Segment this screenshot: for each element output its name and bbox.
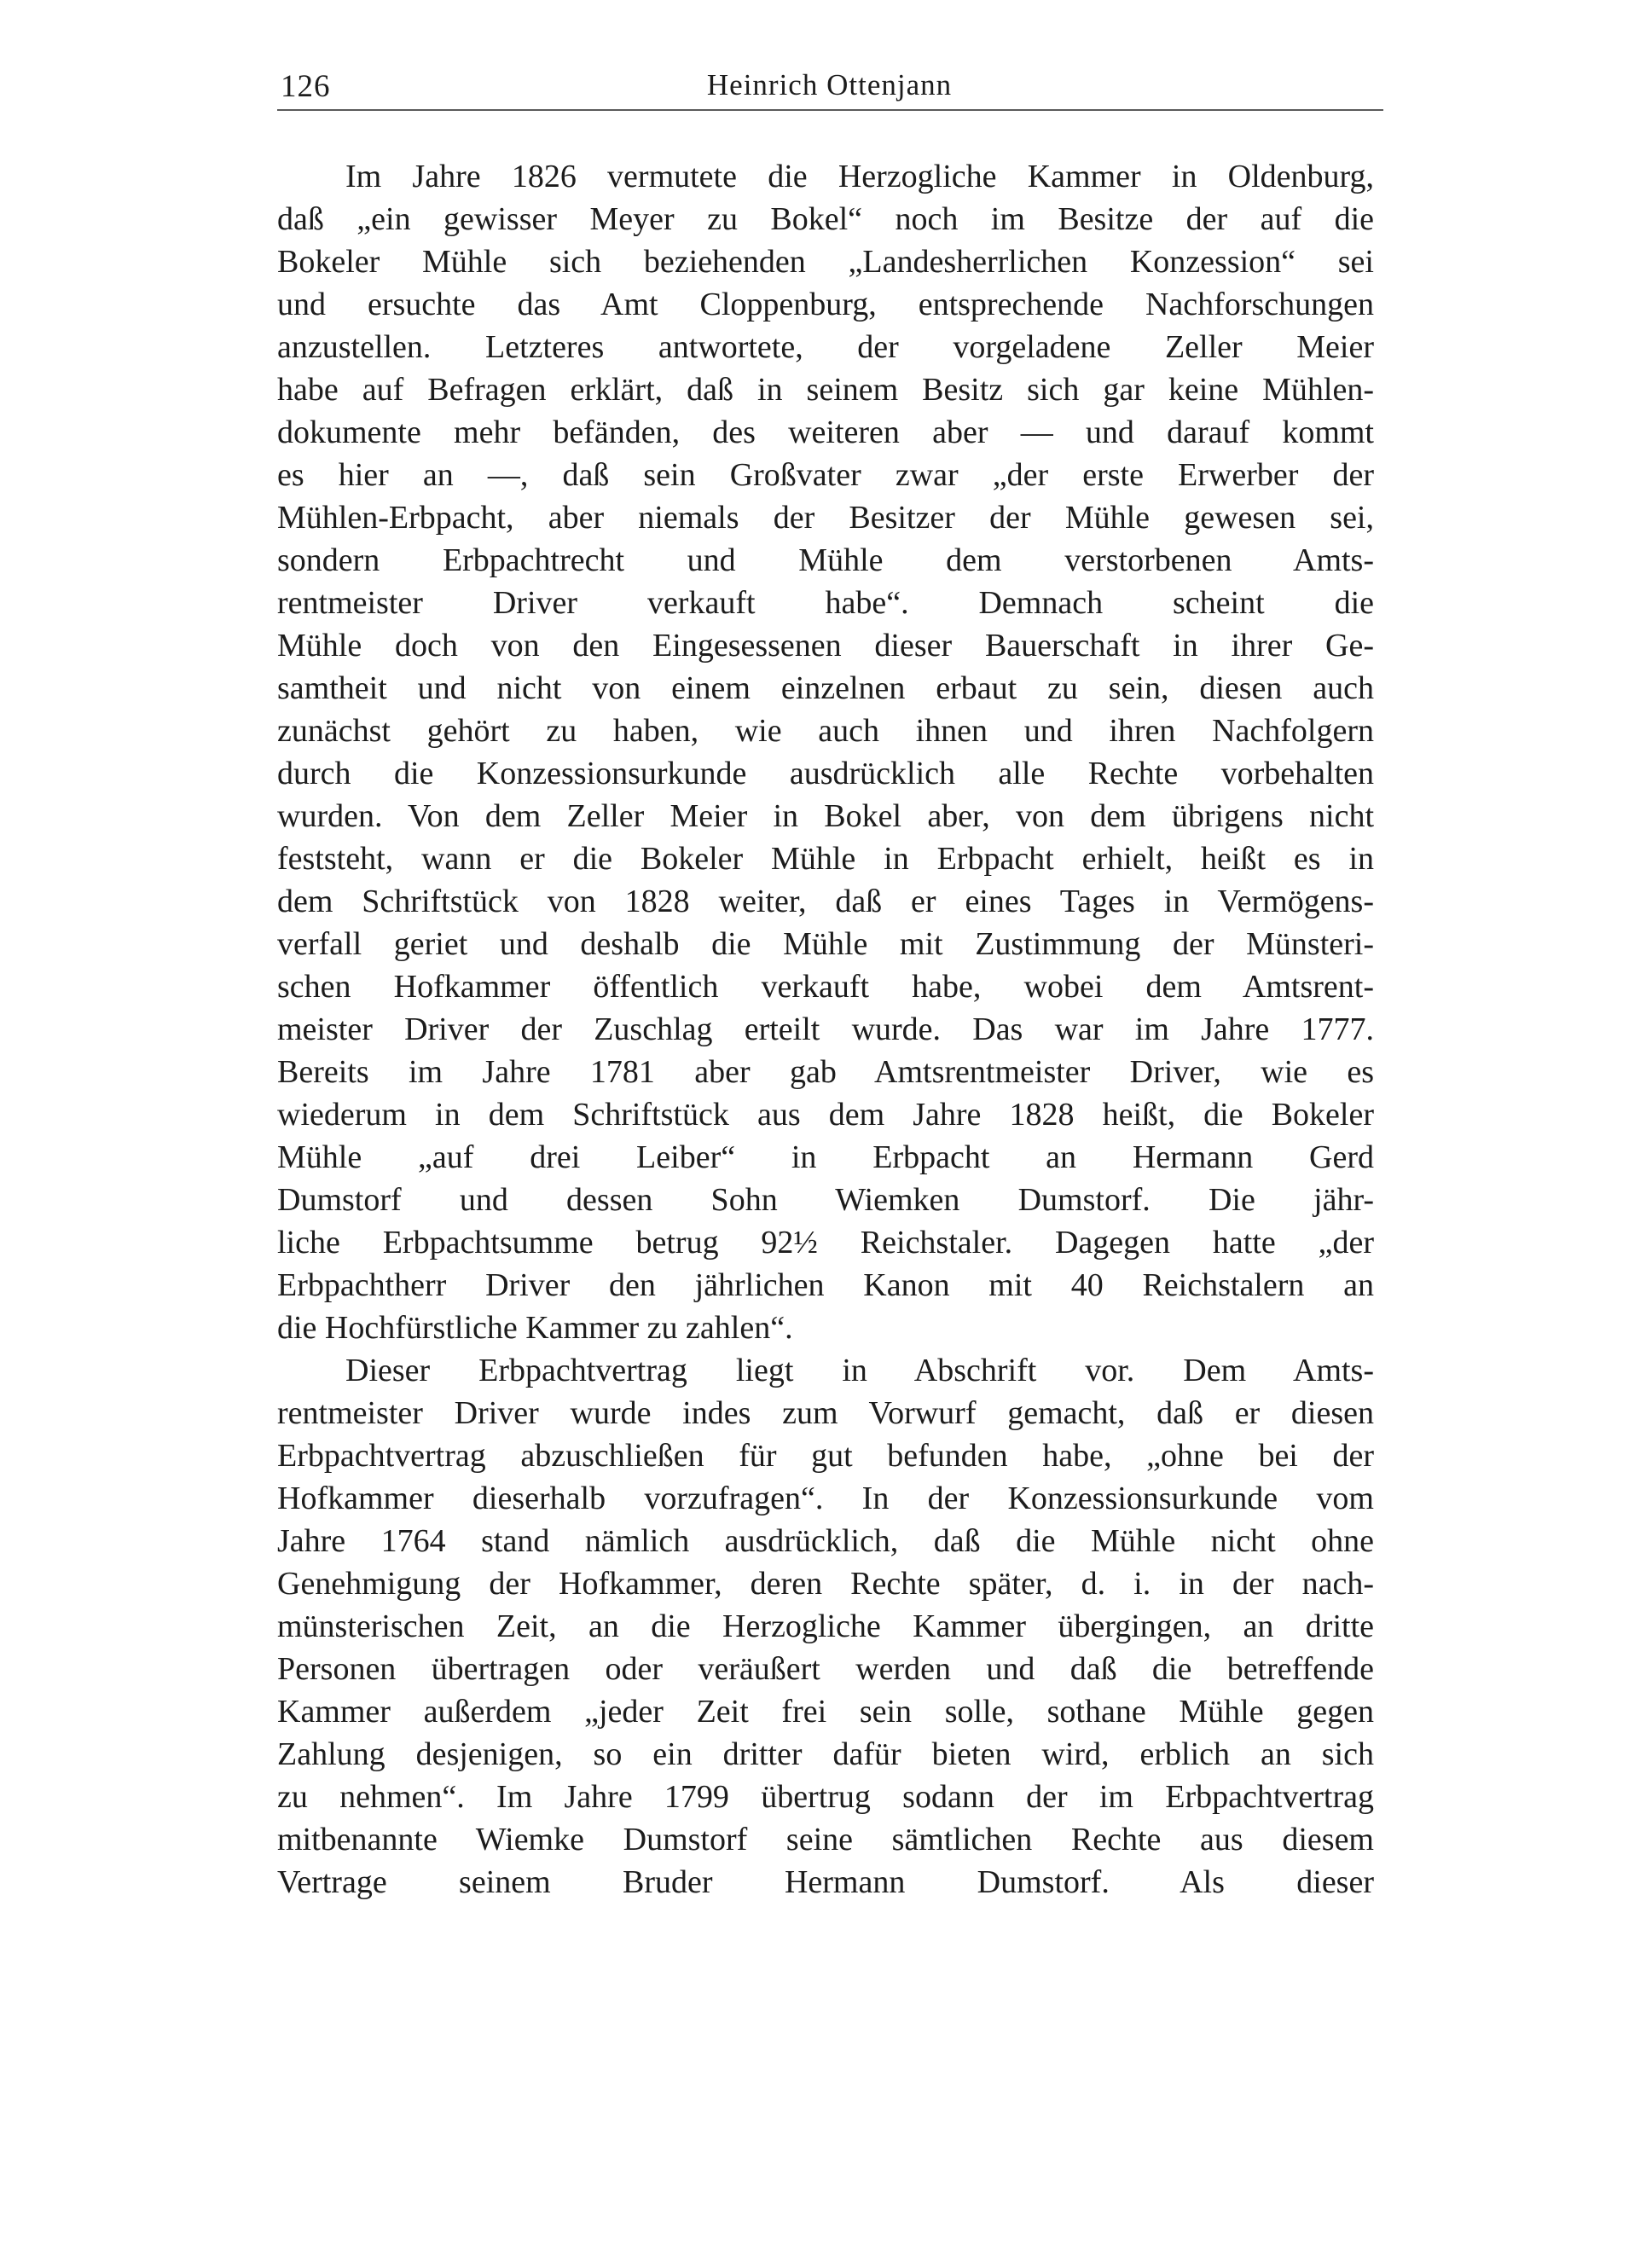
text-line: Mühle „auf drei Leiber“ in Erbpacht an Hermann Gerd — [277, 1139, 1374, 1175]
page-number: 126 — [281, 69, 331, 104]
text-line: die Hochfürstliche Kammer zu zahlen“. — [277, 1310, 793, 1346]
page-header — [277, 60, 1382, 111]
text-line: und ersuchte das Amt Cloppenburg, entsprechende Nachforschungen — [277, 287, 1374, 322]
text-line: anzustellen. Letzteres antwortete, der vorgeladene Zeller Meier — [277, 329, 1374, 365]
text-line: rentmeister Driver wurde indes zum Vorwurf gemacht, daß er diesen — [277, 1395, 1374, 1431]
text-line: sondern Erbpachtrecht und Mühle dem verstorbenen Amts- — [277, 542, 1374, 578]
text-line: Jahre 1764 stand nämlich ausdrücklich, daß die Mühle nicht ohne — [277, 1523, 1374, 1559]
text-line: mitbenannte Wiemke Dumstorf seine sämtlichen Rechte aus diesem — [277, 1822, 1374, 1857]
text-line: Vertrage seinem Bruder Hermann Dumstorf. Als dieser — [277, 1864, 1374, 1900]
header-rule — [277, 109, 1383, 111]
text-line: Erbpachtvertrag abzuschließen für gut befunden habe, „ohne bei der — [277, 1438, 1374, 1474]
text-line: feststeht, wann er die Bokeler Mühle in Erbpacht erhielt, heißt es in — [277, 841, 1374, 877]
text-line: samtheit und nicht von einem einzelnen erbaut zu sein, diesen auch — [277, 670, 1374, 706]
text-line: durch die Konzessionsurkunde ausdrücklich alle Rechte vorbehalten — [277, 756, 1374, 791]
text-line: Genehmigung der Hofkammer, deren Rechte später, d. i. in der nach- — [277, 1566, 1374, 1602]
text-line: daß „ein gewisser Meyer zu Bokel“ noch im Besitze der auf die — [277, 201, 1374, 237]
body-text — [277, 155, 1374, 1904]
text-line: habe auf Befragen erklärt, daß in seinem Besitz sich gar keine Mühlen- — [277, 372, 1374, 408]
text-line: Bereits im Jahre 1781 aber gab Amtsrentmeister Driver, wie es — [277, 1054, 1374, 1090]
text-line: verfall geriet und deshalb die Mühle mit Zustimmung der Münsteri- — [277, 926, 1374, 962]
paragraph-1 — [277, 155, 1374, 1349]
text-line: liche Erbpachtsumme betrug 92½ Reichstaler. Dagegen hatte „der — [277, 1225, 1374, 1260]
text-line: Im Jahre 1826 vermutete die Herzogliche Kammer in Oldenburg, — [345, 159, 1374, 194]
text-line: zunächst gehört zu haben, wie auch ihnen und ihren Nachfolgern — [277, 713, 1374, 749]
text-line: Mühlen-Erbpacht, aber niemals der Besitzer der Mühle gewesen sei, — [277, 500, 1374, 536]
text-line: Erbpachtherr Driver den jährlichen Kanon mit 40 Reichstalern an — [277, 1267, 1374, 1303]
text-line: wiederum in dem Schriftstück aus dem Jahre 1828 heißt, die Bokeler — [277, 1097, 1374, 1133]
text-line: münsterischen Zeit, an die Herzogliche Kammer übergingen, an dritte — [277, 1608, 1374, 1644]
text-line: Hofkammer dieserhalb vorzufragen“. In der Konzessionsurkunde vom — [277, 1481, 1374, 1516]
text-line: es hier an —, daß sein Großvater zwar „der erste Erwerber der — [277, 457, 1374, 493]
text-line: Zahlung desjenigen, so ein dritter dafür bieten wird, erblich an sich — [277, 1736, 1374, 1772]
running-head: Heinrich Ottenjann — [706, 68, 953, 101]
text-line: Dieser Erbpachtvertrag liegt in Abschrift vor. Dem Amts- — [345, 1353, 1374, 1388]
text-line: dem Schriftstück von 1828 weiter, daß er eines Tages in Vermögens- — [277, 884, 1374, 919]
text-line: zu nehmen“. Im Jahre 1799 übertrug sodann der im Erbpachtvertrag — [277, 1779, 1374, 1815]
text-line: Kammer außerdem „jeder Zeit frei sein solle, sothane Mühle gegen — [277, 1694, 1374, 1730]
text-line: meister Driver der Zuschlag erteilt wurde. Das war im Jahre 1777. — [277, 1011, 1374, 1047]
text-line: Personen übertragen oder veräußert werden und daß die betreffende — [277, 1651, 1374, 1687]
text-line: rentmeister Driver verkauft habe“. Demnach scheint die — [277, 585, 1374, 621]
text-line: schen Hofkammer öffentlich verkauft habe, wobei dem Amtsrent- — [277, 969, 1374, 1005]
paragraph-2 — [277, 1349, 1374, 1904]
text-line: Dumstorf und dessen Sohn Wiemken Dumstorf. Die jähr- — [277, 1182, 1374, 1218]
text-line: dokumente mehr befänden, des weiteren aber — und darauf kommt — [277, 414, 1374, 450]
text-line: Bokeler Mühle sich beziehenden „Landesherrlichen Konzession“ sei — [277, 244, 1374, 280]
text-line: Mühle doch von den Eingesessenen dieser Bauerschaft in ihrer Ge- — [277, 628, 1374, 664]
text-line: wurden. Von dem Zeller Meier in Bokel aber, von dem übrigens nicht — [277, 798, 1374, 834]
